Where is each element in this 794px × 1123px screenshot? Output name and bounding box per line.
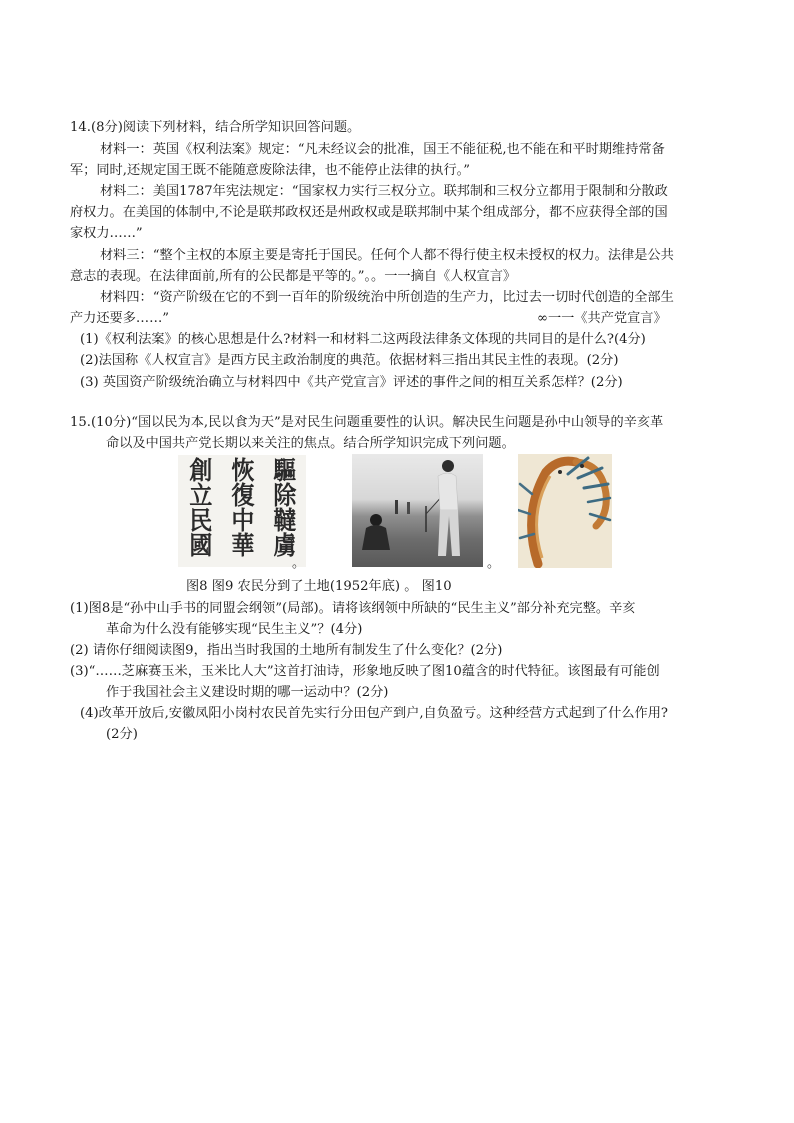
q14-subquestion-1: (1)《权利法案》的核心思想是什么?材料一和材料二这两段法律条文体现的共同目的是什么?(4分) — [80, 332, 646, 347]
calligraphy-column-1 — [266, 457, 300, 557]
q14-title: 14.(8分)阅读下列材料，结合所学知识回答问题。 — [70, 120, 361, 135]
figure-9-photo — [352, 454, 483, 567]
figure-9-dot: 。 — [487, 556, 501, 571]
q15-subquestion-3-line1: (3)“……芝麻赛玉米，玉米比人大”这首打油诗，形象地反映了图10蕴含的时代特征。该图最有可能创 — [70, 664, 660, 679]
q15-subquestion-1-line2: 革命为什么没有能够实现“民生主义”？(4分) — [106, 622, 363, 637]
q15-subquestion-2: (2) 请你仔细阅读图9，指出当时我国的土地所有制发生了什么变化？(2分) — [70, 643, 503, 658]
q15-title-line1: 15.(10分)“国以民为本,民以食为天”是对民生问题重要性的认识。解决民生问题是孙中山领导的辛亥革 — [70, 415, 664, 430]
figure-8-dot: 。 — [292, 556, 306, 571]
q15-subquestion-1-line1: (1)图8是“孙中山手书的同盟会纲领”(局部)。请将该纲领中所缺的“民生主义”部分补充完整。辛亥 — [70, 601, 636, 616]
farmers-photo-illustration — [352, 454, 483, 567]
q15-subquestion-4-line1: (4)改革开放后,安徽凤阳小岗村农民首先实行分田包产到户,自负盈亏。这种经营方式起到了什么作用? — [80, 706, 669, 721]
figure-10-poster — [518, 454, 612, 568]
calligraphy-column-3 — [182, 457, 216, 557]
q14-subquestion-2: (2)法国称《人权宣言》是西方民主政治制度的典范。依据材料三指出其民主性的表现。(2分) — [80, 353, 619, 368]
q14-material4-line2: 产力还要多……” — [70, 311, 170, 326]
calligraphy-char: 創立民國 — [186, 457, 213, 557]
figure-8-calligraphy — [178, 455, 306, 567]
q14-material4-source: ∞一一《共产党宣言》 — [537, 311, 667, 326]
q15-subquestion-3-line2: 作于我国社会主义建设时期的哪一运动中？(2分) — [106, 685, 389, 700]
calligraphy-column-2 — [224, 457, 258, 557]
q15-title-line2: 命以及中国共产党长期以来关注的焦点。结合所学知识完成下列问题。 — [106, 436, 515, 451]
figure-captions: 图8 图9 农民分到了土地(1952年底) 。 图10 — [186, 579, 452, 594]
q14-subquestion-3: (3) 英国资产阶级统治确立与材料四中《共产党宣言》评述的事件之间的相互关系怎样？(2分) — [80, 375, 623, 390]
q14-material2-line2: 府权力。在美国的体制中,不论是联邦政权还是州政权或是联邦制中某个组成部分，都不应获得全部的国 — [70, 205, 668, 220]
q14-material1-line1: 材料一：英国《权利法案》规定：“凡未经议会的批准，国王不能征税,也不能在和平时期维持常备 — [100, 142, 665, 157]
q14-material4-line1: 材料四：“资产阶级在它的不到一百年的阶级统治中所创造的生产力，比过去一切时代创造的全部生 — [100, 290, 674, 305]
q15-subquestion-4-line2: (2分) — [106, 727, 138, 742]
q14-material3-line1: 材料三：“整个主权的本原主要是寄托于国民。任何个人都不得行使主权未授权的权力。法律是公共 — [100, 248, 674, 263]
q14-material2-line1: 材料二：美国1787年宪法规定：“国家权力实行三权分立。联邦制和三权分立都用于限制和分散政 — [100, 184, 668, 199]
q14-material1-line2: 军；同时,还规定国王既不能随意废除法律，也不能停止法律的执行。” — [70, 163, 470, 178]
calligraphy-char: 驅除韃虜 — [270, 457, 297, 557]
q14-material2-line3: 家权力……” — [70, 226, 143, 241]
q14-material3-line2: 意志的表现。在法律面前,所有的公民都是平等的。”。。一一摘自《人权宣言》 — [70, 269, 517, 284]
corn-poster-illustration — [518, 454, 612, 568]
calligraphy-char: 恢復中華 — [228, 457, 255, 557]
